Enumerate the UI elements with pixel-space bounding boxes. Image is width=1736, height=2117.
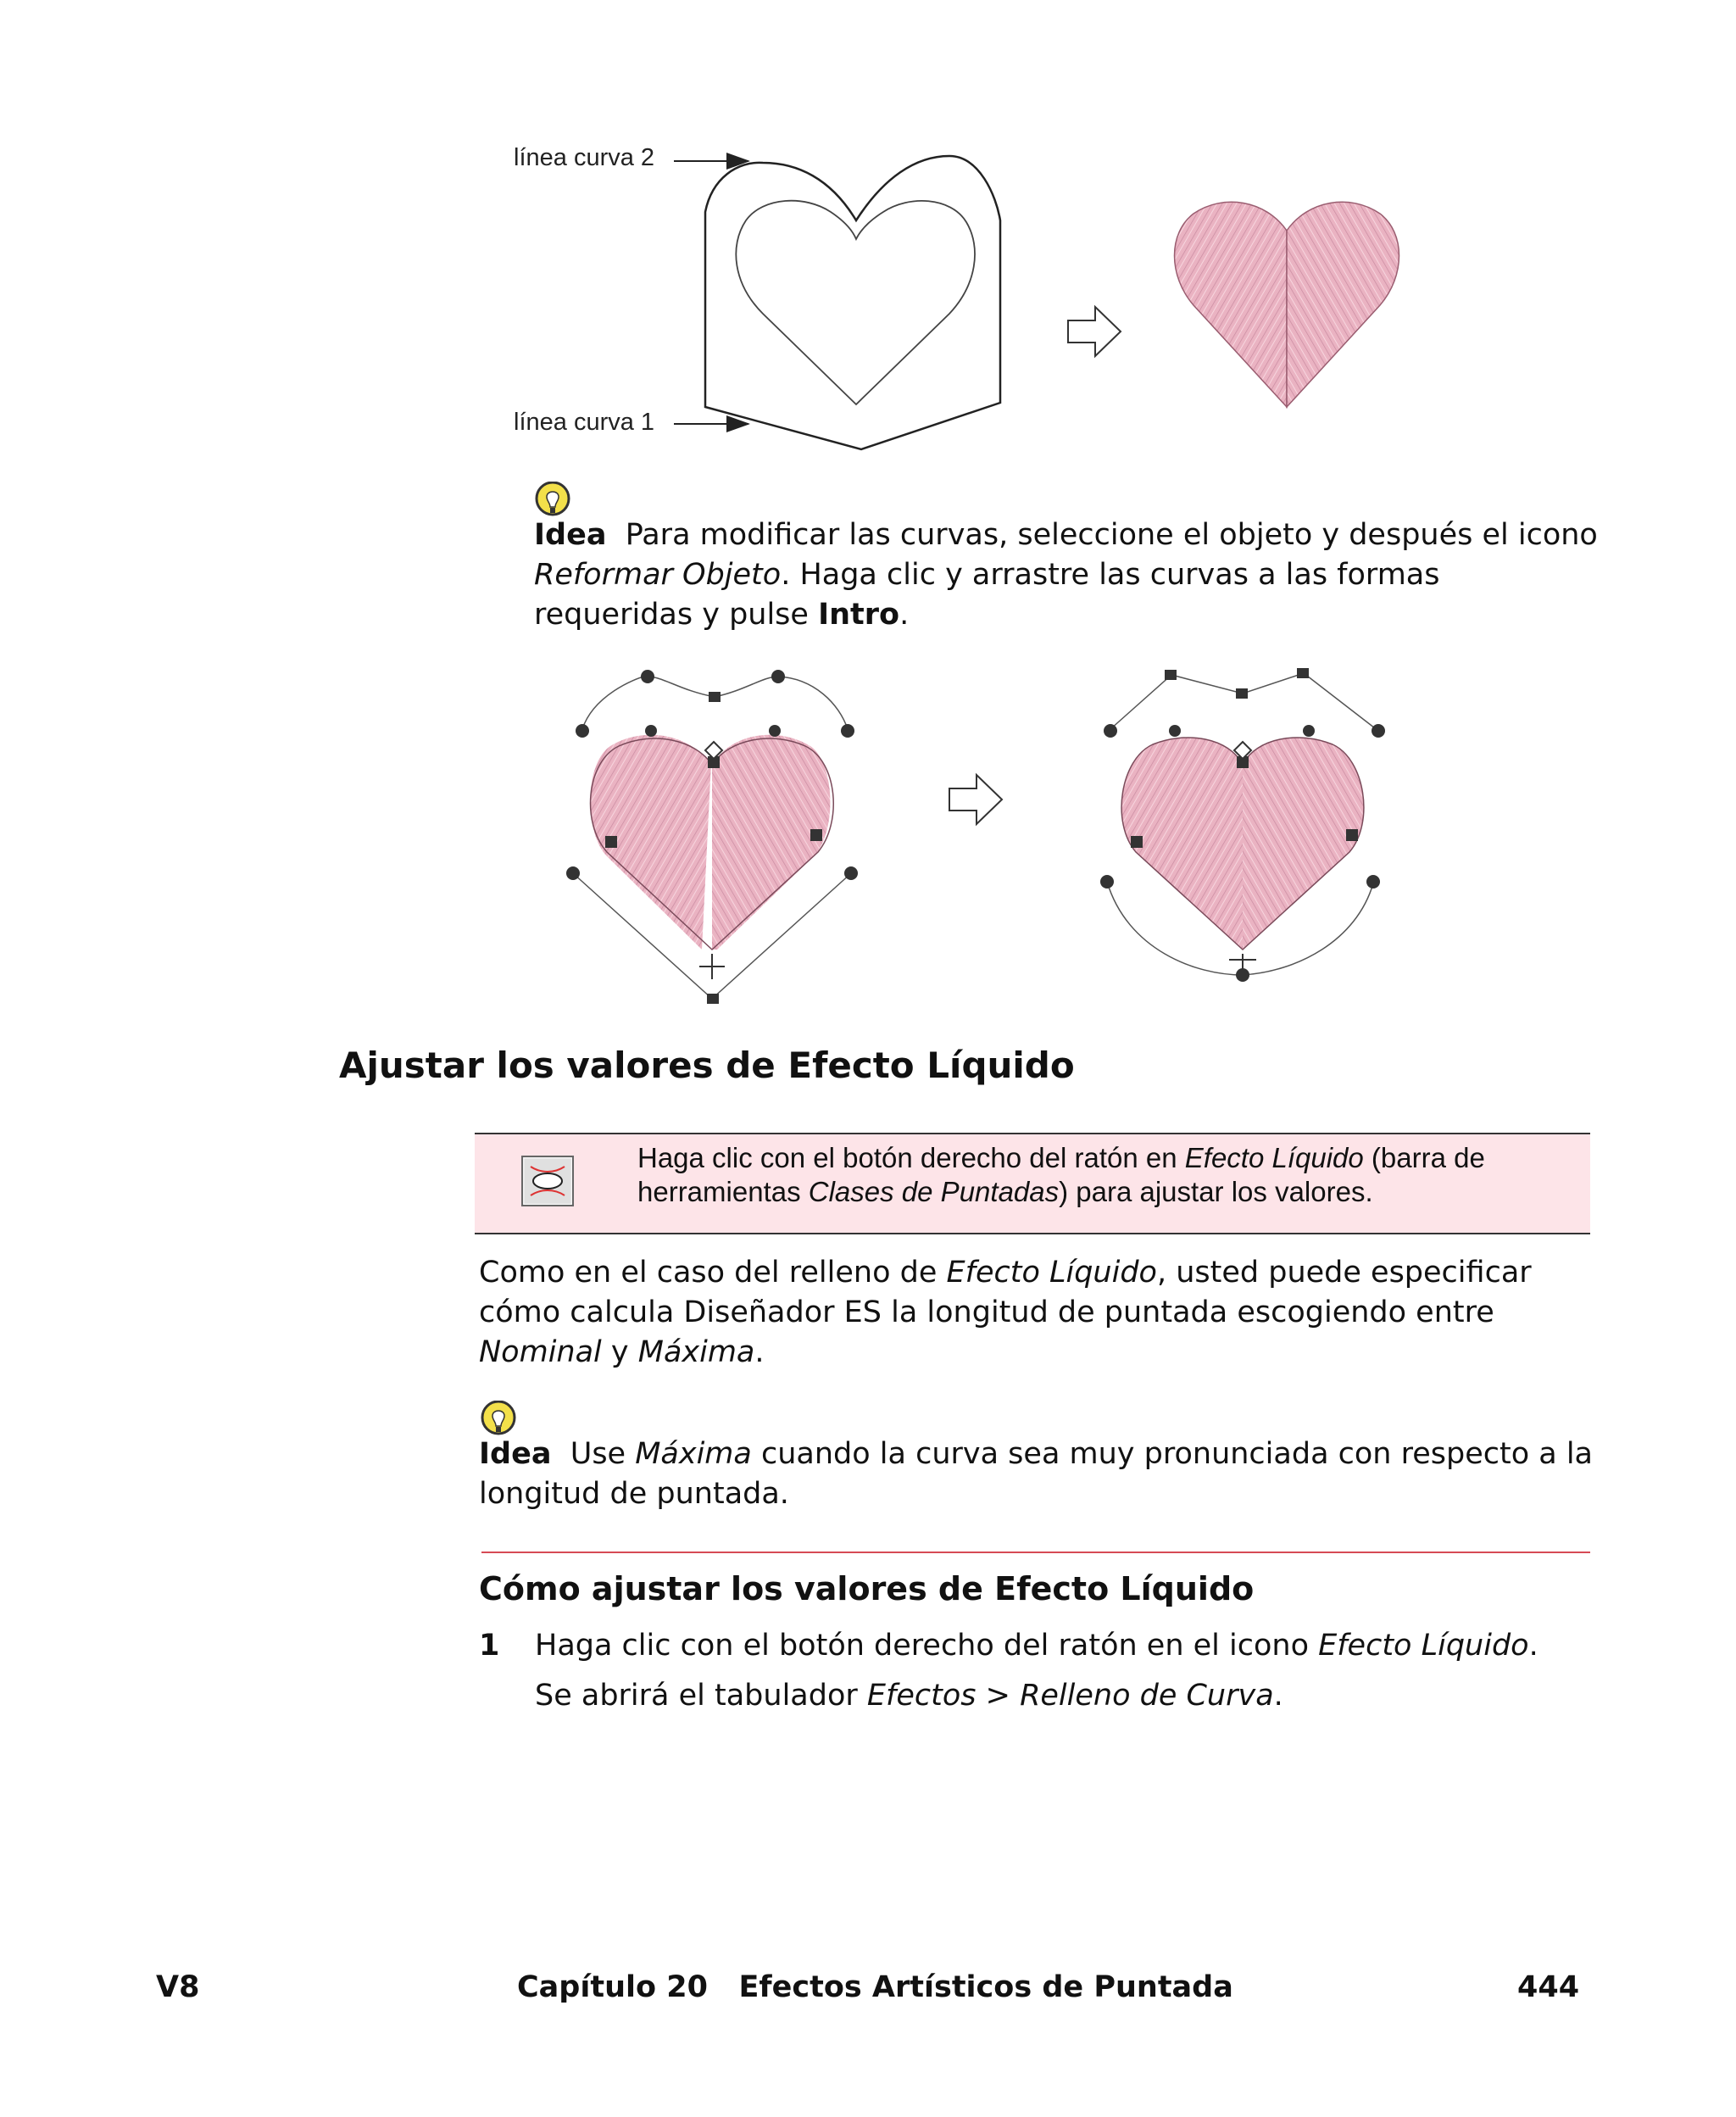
liquid-effect-icon	[520, 1155, 575, 1207]
reshape-after-diagram	[1093, 661, 1407, 983]
right-arrow-icon	[1066, 304, 1122, 359]
heart-outline	[736, 201, 975, 404]
curve-fill-diagram	[661, 144, 1102, 458]
footer-page-number: 444	[1517, 1970, 1580, 2004]
right-arrow-icon-2	[948, 772, 1004, 827]
stitched-heart-result	[1168, 195, 1405, 412]
body-paragraph: Como en el caso del relleno de Efecto Líquido, usted puede especificar cómo calcula Diseñador ES la longitud de puntada escogiendo entre Nominal y Máxima.	[479, 1256, 1532, 1369]
footer-version: V8	[156, 1970, 200, 2004]
idea-title-2: Idea	[479, 1437, 552, 1471]
idea-tip-2: Idea Use Máxima cuando la curva sea muy pronunciada con respecto a la longitud de puntada.	[479, 1437, 1593, 1511]
step-1: 1 Haga clic con el botón derecho del ratón en el icono Efecto Líquido. Se abrirá el tabulador Efectos > Relleno de Curva.	[479, 1626, 1598, 1716]
label-curve-2: línea curva 2	[514, 144, 655, 171]
subsection-heading: Cómo ajustar los valores de Efecto Líquido	[479, 1570, 1255, 1607]
curve-outline-shape	[705, 156, 1000, 449]
section-heading: Ajustar los valores de Efecto Líquido	[339, 1045, 1075, 1086]
toolbar-tip-text: Haga clic con el botón derecho del ratón en Efecto Líquido (barra de herramientas Clases de Puntadas) para ajustar los valores.	[637, 1142, 1485, 1207]
section-divider	[481, 1552, 1590, 1553]
footer-chapter: Capítulo 20 Efectos Artísticos de Puntada	[517, 1970, 1233, 2004]
step-number: 1	[479, 1629, 500, 1663]
idea-title: Idea	[534, 518, 607, 552]
label-curve-1: línea curva 1	[514, 409, 655, 436]
idea-tip-1: Idea Para modificar las curvas, seleccione el objeto y después el icono Reformar Objeto. Haga clic y arrastre las curvas a las formas requeridas y pulse Intro.	[534, 518, 1598, 632]
reshape-before-diagram	[559, 661, 873, 1009]
